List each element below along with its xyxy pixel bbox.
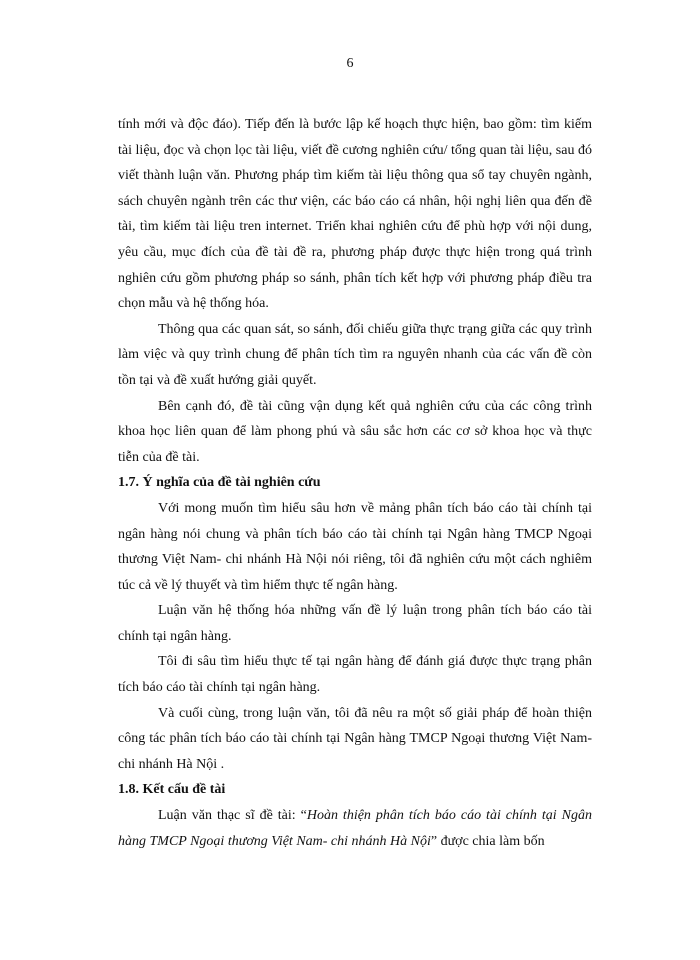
paragraph-structure [118,803,592,854]
section-heading-1-8: 1.8. Kết cấu đề tài [118,782,226,798]
structure-lead: Luận văn thạc sĩ đề tài: “ [158,808,307,824]
paragraph-motivation: Với mong muốn tìm hiểu sâu hơn về mảng phân tích báo cáo tài chính tại ngân hàng nói chung và phân tích báo cáo tài chính tại Ngân hàng TMCP Ngoại thương Việt Nam- chi nhánh Hà Nội nói riêng, tôi đã nghiên cứu một cách nghiêm túc cả về lý thuyết và tìm hiểm thực tế ngân hàng. [118,500,592,593]
paragraph-observation: Thông qua các quan sát, so sánh, đối chiếu giữa thực trạng giữa các quy trình làm việc và quy trình chung để phân tích tìm ra nguyên nhanh của các vấn đề còn tồn tại và đề xuất hướng giải quyết. [118,321,592,388]
section-heading-1-7: 1.7. Ý nghĩa của đề tài nghiên cứu [118,475,321,491]
paragraph-related-research: Bên cạnh đó, đề tài cũng vận dụng kết quả nghiên cứu của các công trình khoa học liên quan để làm phong phú và sâu sắc hơn các cơ sở khoa học và thực tiễn của đề tài. [118,398,592,465]
paragraph-intro-continued: tính mới và độc đáo). Tiếp đến là bước lập kế hoạch thực hiện, bao gồm: tìm kiếm tài liệu, đọc và chọn lọc tài liệu, viết đề cương nghiên cứu/ tổng quan tài liệu, sau đó viết thành luận văn. Phương pháp tìm kiếm tài liệu thông qua sổ tay chuyên ngành, sách chuyên ngành trên các thư viện, các báo cáo cá nhân, hội nghị liên qua đến đề tài, tìm kiếm tài liệu tren internet. Triển khai nghiên cứu để phù hợp với nội dung, yêu cầu, mục đích của đề tài đề ra, phương pháp được thực hiện trong quá trình nghiên cứu gồm phương pháp so sánh, phân tích kết hợp với phương pháp điều tra chọn mẫu và hệ thống hóa. [118,117,592,312]
thesis-title: Hoàn thiện phân tích báo cáo tài chính tại Ngân hàng TMCP Ngoại thương Việt Nam- chi nhánh Hà Nội [118,808,592,849]
paragraph-theory: Luận văn hệ thống hóa những vấn đề lý luận trong phân tích báo cáo tài chính tại ngân hàng. [118,603,592,644]
page-number: 6 [346,56,354,71]
document-body [118,112,592,854]
paragraph-practice: Tôi đi sâu tìm hiểu thực tế tại ngân hàng để đánh giá được thực trạng phân tích báo cáo tài chính tại ngân hàng. [118,654,592,696]
paragraph-solutions: Và cuối cùng, trong luận văn, tôi đã nêu ra một số giải pháp để hoàn thiện công tác phân tích báo cáo tài chính tại Ngân hàng TMCP Ngoại thương Việt Nam- chi nhánh Hà Nội . [118,705,592,772]
structure-tail: ” được chia làm bốn [430,833,545,849]
